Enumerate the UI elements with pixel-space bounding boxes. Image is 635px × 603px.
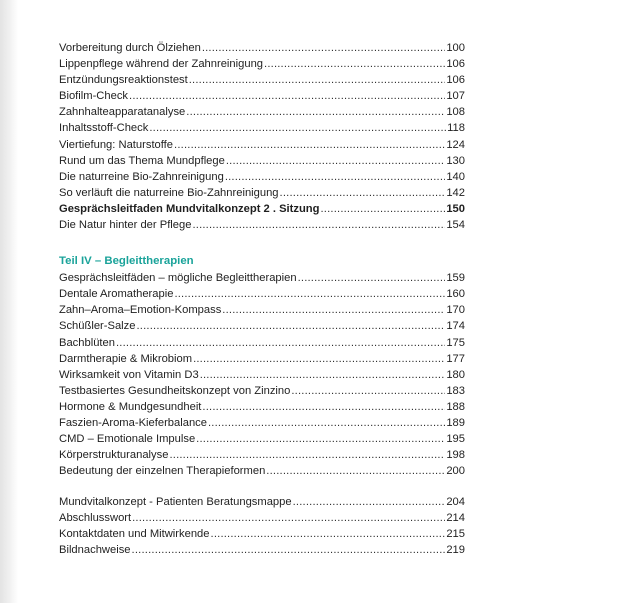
section-spacer [59,233,465,253]
toc-entry-page: 159 [446,272,465,285]
dot-leader [208,415,445,431]
toc-entry-page: 160 [446,288,465,301]
toc-entry[interactable] [59,104,465,120]
dot-leader [132,510,445,526]
dot-leader [174,286,445,302]
dot-leader [193,351,445,367]
dot-leader [291,383,445,399]
page-edge-shadow [0,0,18,603]
toc-entry-page: 142 [446,186,465,199]
dot-leader [226,153,445,169]
toc-entry-title: Die Natur hinter der Pflege [59,219,192,232]
dot-leader [202,399,445,415]
toc-entry-title: Bildnachweise [59,544,131,557]
toc-entry-page: 154 [446,219,465,232]
toc-entry-page: 180 [446,368,465,381]
toc-entry[interactable] [59,40,465,56]
toc-entry-title: Mundvitalkonzept - Patienten Beratungsmappe [59,495,292,508]
toc-entry-title: Die naturreine Bio-Zahnreinigung [59,170,224,183]
toc-entry-title: So verläuft die naturreine Bio-Zahnreinigung [59,186,279,199]
toc-entry[interactable] [59,447,465,463]
dot-leader [149,120,446,136]
toc-entry-title: Lippenpflege während der Zahnreinigung [59,58,264,71]
toc-entry[interactable] [59,302,465,318]
toc-entry-title: Testbasiertes Gesundheitskonzept von Zinzino [59,384,291,397]
dot-leader [189,72,446,88]
toc-entry[interactable] [59,463,465,479]
toc-entry[interactable] [59,286,465,302]
toc-entry-page: 106 [446,74,465,87]
toc-entry-title: Entzündungsreaktionstest [59,74,188,87]
toc-entry[interactable] [59,351,465,367]
toc-entry-page: 118 [447,122,465,135]
toc-entry[interactable] [59,72,465,88]
toc-entry-title: Faszien-Aroma-Kieferbalance [59,416,207,429]
toc-entry-title: Körperstrukturanalyse [59,449,169,462]
dot-leader [280,185,446,201]
toc-entry[interactable] [59,137,465,153]
dot-leader [264,56,445,72]
toc-entry-page: 108 [446,106,465,119]
toc-entry-page: 124 [446,138,465,151]
toc-entry[interactable] [59,335,465,351]
toc-entry-page: 177 [446,352,465,365]
dot-leader [132,542,446,558]
toc-entry-title: CMD – Emotionale Impulse [59,433,196,446]
toc-entry-title: Gesprächsleitfäden – mögliche Begleittherapien [59,272,297,285]
toc-entry-title: Wirksamkeit von Vitamin D3 [59,368,199,381]
toc-entry-title: Bachblüten [59,336,115,349]
toc-entry-title: Kontaktdaten und Mitwirkende [59,528,210,541]
dot-leader [320,201,445,217]
toc-entry-page: 183 [446,384,465,397]
toc-entry[interactable] [59,542,465,558]
toc-entry-title: Biofilm-Check [59,90,129,103]
toc-entry-page: 107 [446,90,465,103]
toc-entry-page: 170 [446,304,465,317]
toc-entry[interactable] [59,185,465,201]
dot-leader [196,431,445,447]
toc-entry-page: 140 [446,170,465,183]
toc-entry-page: 100 [446,42,465,54]
dot-leader [211,526,446,542]
toc-entry-highlighted[interactable] [59,201,465,217]
toc-entry-title: Zahnhalteapparatanalyse [59,106,186,119]
dot-leader [169,447,445,463]
toc-entry-page: 200 [446,465,465,478]
toc-entry[interactable] [59,399,465,415]
toc-entry[interactable] [59,169,465,185]
dot-leader [298,270,446,286]
toc-entry-page: 175 [446,336,465,349]
toc-entry[interactable] [59,494,465,510]
toc-entry-title: Gesprächsleitfaden Mundvitalkonzept 2 . Sitzung [59,202,320,215]
toc-entry-page: 189 [446,416,465,429]
toc-entry[interactable] [59,383,465,399]
toc-entry[interactable] [59,56,465,72]
toc-entry[interactable] [59,153,465,169]
toc-entry-page: 198 [446,449,465,462]
toc-entry-title: Vorbereitung durch Ölziehen [59,42,201,54]
dot-leader [202,40,446,56]
dot-leader [186,104,445,120]
toc-entry[interactable] [59,415,465,431]
toc-entry[interactable] [59,526,465,542]
toc-entry-title: Rund um das Thema Mundpflege [59,154,225,167]
toc-entry-page: 204 [446,495,465,508]
dot-leader [136,318,445,334]
toc-entry-title: Viertiefung: Naturstoffe [59,138,174,151]
toc-entry-title: Hormone & Mundgesundheit [59,400,202,413]
dot-leader [200,367,446,383]
dot-leader [192,217,445,233]
toc-entry-title: Schüßler-Salze [59,320,136,333]
toc-entry-page: 195 [446,433,465,446]
dot-leader [266,463,445,479]
toc-entry[interactable] [59,318,465,334]
dot-leader [225,169,446,185]
toc-entry-page: 188 [446,400,465,413]
toc-entry[interactable] [59,217,465,233]
toc-entry-page: 174 [446,320,465,333]
dot-leader [222,302,445,318]
toc-entry-title: Darmtherapie & Mikrobiom [59,352,193,365]
table-of-contents [59,40,465,558]
toc-entry[interactable] [59,367,465,383]
toc-entry-page: 150 [446,202,465,215]
toc-entry[interactable] [59,120,465,136]
toc-entry-title: Dentale Aromatherapie [59,288,174,301]
toc-entry-page: 214 [446,511,465,524]
toc-entry-page: 106 [446,58,465,71]
toc-entry-page: 215 [446,528,465,541]
toc-entry-title: Abschlusswort [59,511,132,524]
section-spacer [59,479,465,494]
dot-leader [129,88,445,104]
toc-entry-title: Bedeutung der einzelnen Therapieformen [59,465,266,478]
section-heading[interactable]: Teil IV – Begleittherapien [59,255,194,268]
dot-leader [116,335,445,351]
toc-entry[interactable] [59,431,465,447]
toc-entry-page: 130 [446,154,465,167]
dot-leader [174,137,445,153]
toc-entry-title: Zahn–Aroma–Emotion-Kompass [59,304,222,317]
toc-entry[interactable] [59,270,465,286]
toc-entry[interactable] [59,88,465,104]
toc-entry[interactable] [59,510,465,526]
dot-leader [293,494,446,510]
toc-entry-page: 219 [446,544,465,557]
toc-entry-title: Inhaltsstoff-Check [59,122,149,135]
